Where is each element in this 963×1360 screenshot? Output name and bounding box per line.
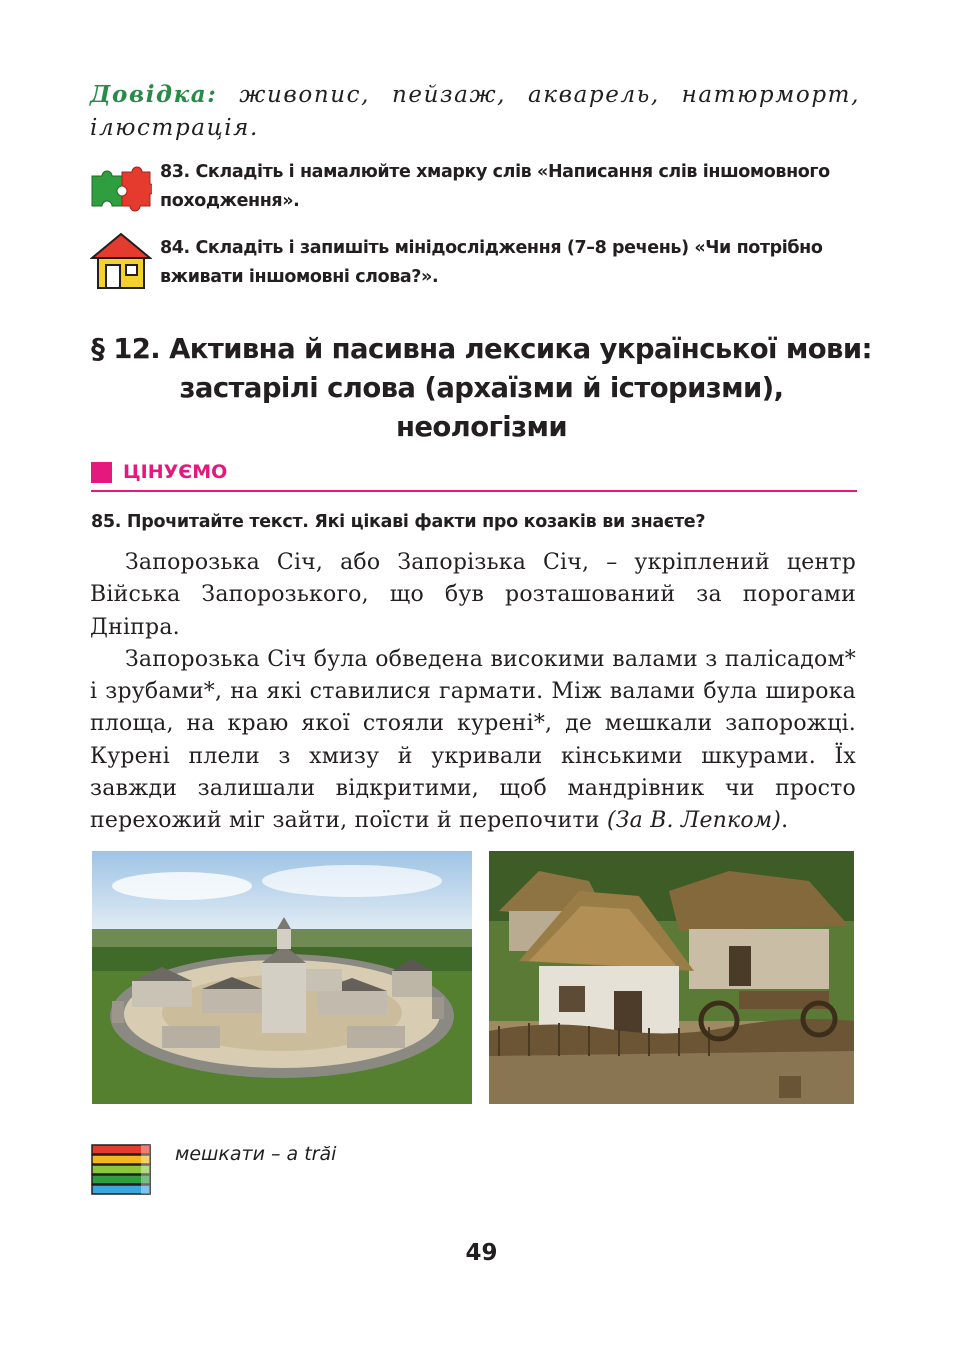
dictionary-entry: мешкати – a trăi — [175, 1143, 337, 1165]
thatched-huts-photo — [489, 851, 854, 1104]
task-84: 84. Складіть і запишіть мінідослідження (7–8 речень) «Чи потрібно вживати іншомовні слова?». — [160, 238, 823, 287]
reference-text: живопис, пейзаж, акварель, натюрморт, ілюстрація. — [90, 82, 860, 141]
house-icon — [90, 232, 152, 294]
text-paragraph-2-end: . — [781, 808, 789, 834]
paragraph-title-line-3: неологізми — [395, 411, 568, 443]
text-source: (За В. Лепком) — [606, 808, 782, 834]
text-paragraph-2-body: Запорозька Січ була обведена високими валами з палісадом* і зрубами*, на які ставилися гармати. Між валами була широка площа, на краю якої стояли курені*, де мешкали запорожці. Курені плели з хмизу й укривали кінськими шкурами. Їх завжди залишали відкритими, щоб мандрівник чи просто перехожий міг зайти, поїсти й перепочити — [90, 646, 856, 834]
text-paragraph-1: Запорозька Січ, або Запорізька Січ, – укріплений центр Війська Запорозького, що був розташований за порогами Дніпра. — [90, 550, 856, 640]
section-label: ЦІНУЄМО — [123, 461, 228, 483]
task-85: 85. Прочитайте текст. Які цікаві факти про козаків ви знаєте? — [91, 512, 706, 532]
reference-label: Довідка: — [90, 81, 218, 108]
paragraph-title-line-1: § 12. Активна й пасивна лексика української мови: — [91, 333, 872, 365]
reference-line — [90, 78, 860, 145]
page-number: 49 — [465, 1240, 498, 1266]
reading-text — [90, 547, 856, 838]
text-paragraph-2 — [90, 644, 856, 838]
books-icon — [91, 1143, 153, 1197]
section-square-icon — [91, 462, 112, 483]
task-83: 83. Складіть і намалюйте хмарку слів «Написання слів іншомовного походження». — [160, 162, 830, 211]
section-divider — [91, 490, 857, 492]
puzzle-icon — [90, 158, 152, 220]
aerial-fortress-photo — [92, 851, 472, 1104]
paragraph-title — [60, 330, 903, 447]
paragraph-title-line-2: застарілі слова (архаїзми й історизми), — [179, 372, 784, 404]
